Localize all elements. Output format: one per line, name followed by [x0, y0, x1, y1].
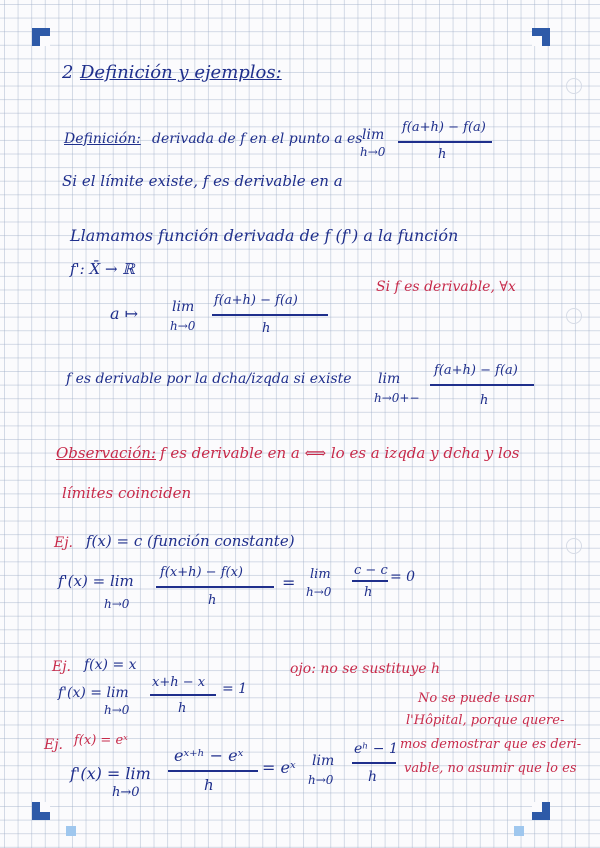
example-title: f(x) = eˣ — [74, 733, 128, 748]
fraction-numerator: f(a+h) − f(a) — [434, 363, 518, 378]
example-label: Ej. — [52, 659, 72, 675]
limit-subscript: h→0 — [306, 585, 332, 599]
corner-marker-icon — [532, 802, 550, 820]
equals-exponential: = eˣ — [262, 758, 296, 777]
fraction-denominator: h — [204, 776, 214, 794]
limit-symbol: lim — [172, 299, 195, 315]
lateral-derivative-text: f es derivable por la dcha/izqda si existe — [66, 371, 352, 387]
fraction-numerator: f(x+h) − f(x) — [160, 565, 243, 580]
example-title: f(x) = x — [84, 657, 137, 673]
side-note-line: vable, no asumir que lo es — [404, 761, 577, 776]
fraction-denominator: h — [178, 701, 187, 716]
fraction-bar — [150, 694, 216, 696]
limit-subscript: h→0 — [308, 773, 334, 787]
fraction-denominator: h — [208, 593, 217, 608]
definition-label: Definición: — [64, 131, 141, 147]
derived-function-text: Llamamos función derivada de f (f') a la función — [70, 226, 459, 245]
corner-marker-icon — [532, 28, 550, 46]
fraction-denominator: h — [364, 585, 373, 600]
fraction-bar — [168, 770, 258, 772]
edge-tick-mark — [66, 826, 76, 836]
observation-text-continued: límites coinciden — [62, 484, 192, 502]
limit-subscript: h→0+− — [374, 391, 420, 405]
fraction-numerator: x+h − x — [152, 675, 206, 690]
result-value: = 1 — [222, 681, 248, 697]
fraction-bar — [352, 762, 396, 764]
fraction-denominator: h — [438, 147, 447, 162]
edge-tick-mark — [514, 826, 524, 836]
result-value: = 0 — [390, 569, 416, 585]
fraction-numerator: c − c — [354, 563, 388, 578]
limit-subscript: h→0 — [112, 785, 140, 800]
example-title: f(x) = c (función constante) — [86, 532, 295, 550]
derivative-lhs: f'(x) = lim — [58, 685, 129, 701]
fraction-numerator: f(a+h) − f(a) — [214, 293, 298, 308]
limit-symbol: lim — [362, 127, 385, 143]
binder-hole-icon — [566, 308, 582, 324]
fraction-bar — [352, 580, 388, 582]
limit-subscript: h→0 — [104, 703, 130, 717]
definition-text: derivada de f en el punto a es — [152, 131, 363, 147]
derivable-statement: Si el límite existe, f es derivable en a — [62, 172, 343, 190]
section-title: Definición y ejemplos: — [80, 62, 282, 83]
fraction-numerator: eˣ⁺ʰ − eˣ — [174, 746, 244, 765]
example-label: Ej. — [54, 535, 74, 551]
side-note-line: No se puede usar — [418, 691, 534, 706]
binder-hole-icon — [566, 78, 582, 94]
limit-symbol: lim — [310, 567, 331, 582]
limit-subscript: h→0 — [104, 597, 130, 611]
side-note-line: mos demostrar que es deri- — [400, 737, 582, 752]
observation-text: f es derivable en a ⟺ lo es a izqda y dcha y los — [160, 444, 520, 462]
derivable-note: Si f es derivable, ∀x — [376, 279, 516, 295]
map-arrow: a ↦ — [110, 304, 139, 323]
limit-subscript: h→0 — [360, 145, 386, 159]
fraction-numerator: f(a+h) − f(a) — [402, 120, 486, 135]
fraction-numerator: eʰ − 1 — [354, 741, 398, 757]
binder-hole-icon — [566, 538, 582, 554]
fraction-bar — [212, 314, 328, 316]
limit-subscript: h→0 — [170, 319, 196, 333]
derived-function-map: f': X̄ → ℝ — [70, 260, 135, 278]
fraction-bar — [398, 141, 492, 143]
fraction-bar — [156, 586, 274, 588]
observation-label: Observación: — [56, 444, 157, 462]
fraction-denominator: h — [480, 393, 489, 408]
section-number: 2 — [62, 62, 74, 83]
fraction-denominator: h — [368, 769, 378, 785]
derivative-lhs: f'(x) = lim — [70, 764, 151, 783]
corner-marker-icon — [32, 802, 50, 820]
equals-sign: = — [282, 573, 296, 592]
derivative-lhs: f'(x) = lim — [58, 572, 134, 590]
side-note-line: l'Hôpital, porque quere- — [406, 713, 565, 728]
limit-symbol: lim — [312, 753, 335, 769]
fraction-bar — [430, 384, 534, 386]
fraction-denominator: h — [262, 321, 271, 336]
corner-marker-icon — [32, 28, 50, 46]
example-label: Ej. — [44, 737, 64, 753]
limit-symbol: lim — [378, 371, 401, 387]
substitution-note: ojo: no se sustituye h — [290, 661, 440, 677]
